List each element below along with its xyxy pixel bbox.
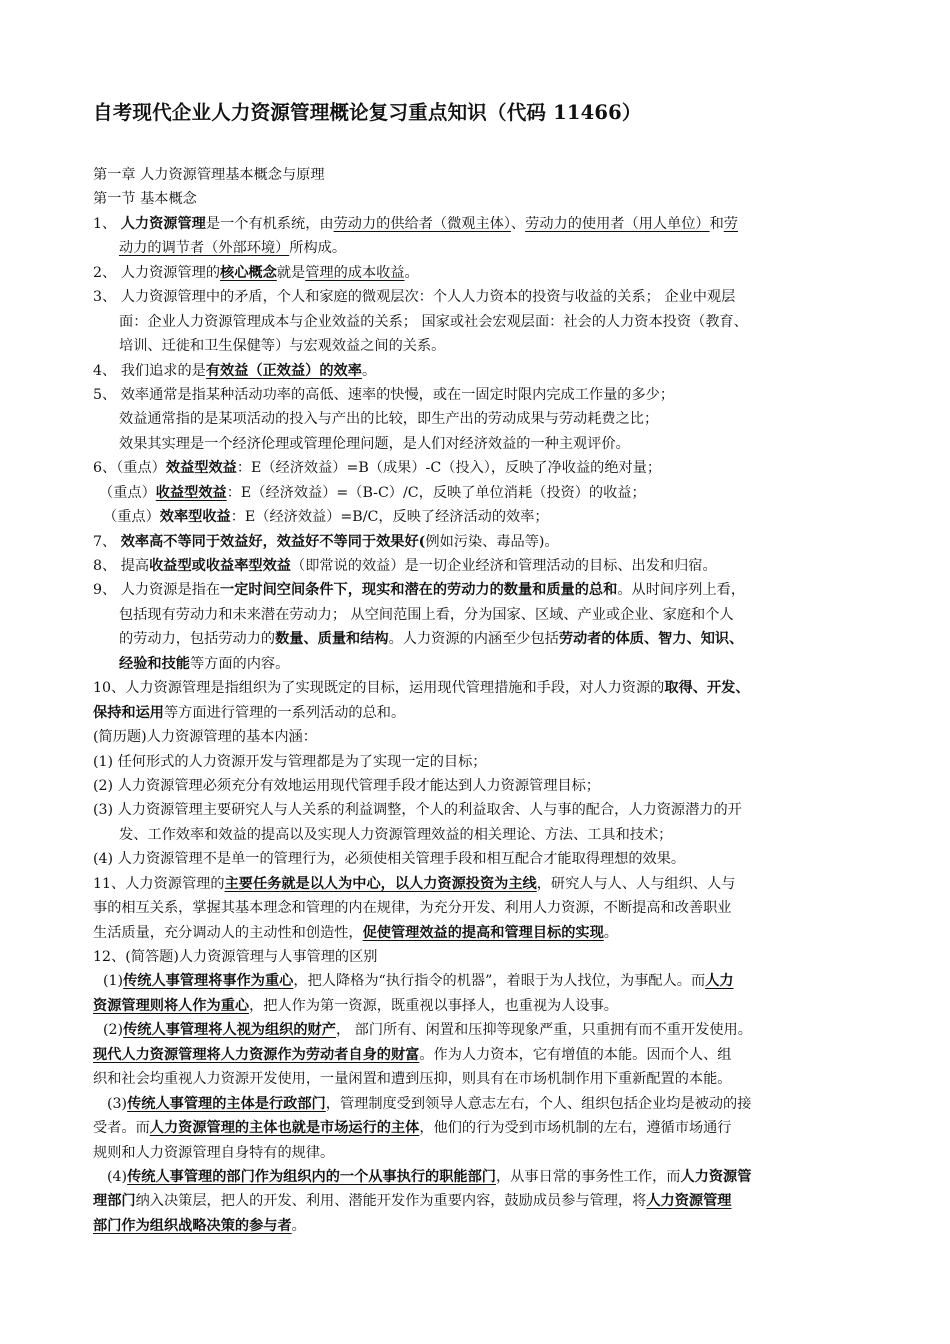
text-line <box>93 1189 875 1213</box>
emphasized-text: 经验和技能 <box>119 655 190 672</box>
emphasized-text: 效率高不等同于效益好，效益好不等同于效果好( <box>120 533 426 550</box>
text-line <box>93 1018 875 1042</box>
text-segment: 第一章 人力资源管理基本概念与原理 <box>93 167 325 183</box>
text-segment: 1、 <box>93 215 121 232</box>
text-line <box>93 1116 875 1140</box>
emphasized-text: 核心概念 <box>220 264 277 281</box>
emphasized-text: 促使管理效益的提高和管理目标的实现 <box>362 924 604 941</box>
text-segment: 例如污染、毒品等)。 <box>425 533 559 550</box>
text-segment: (4) <box>107 1168 128 1185</box>
text-segment: ，从事日常的事务性工作，而 <box>496 1168 681 1185</box>
emphasized-text: 主要任务就是以人为中心，以人力资源投资为主线 <box>224 875 537 892</box>
text-segment: 。从时间序列上看， <box>617 582 746 599</box>
text-segment: 等方面的内容。 <box>189 655 290 672</box>
emphasized-text: 效益型效益 <box>165 460 237 477</box>
text-segment: 受者。而 <box>93 1120 150 1137</box>
text-line <box>93 994 875 1018</box>
text-segment: （重点） <box>99 484 156 501</box>
text-segment: (1) 任何形式的人力资源开发与管理都是为了实现一定的目标； <box>93 753 487 770</box>
text-segment: 等方面进行管理的一系列活动的总和。 <box>163 704 406 721</box>
text-line <box>93 359 875 383</box>
emphasized-text: 收益型效益 <box>155 484 227 501</box>
text-line <box>93 505 875 529</box>
text-segment: 11、人力资源管理的 <box>93 875 225 892</box>
text-line <box>93 481 875 505</box>
emphasized-text: 保持和运用 <box>93 704 164 721</box>
text-segment: 。 <box>361 362 377 379</box>
emphasized-text: 有效益（正效益）的效率 <box>205 362 362 379</box>
text-line <box>93 1067 875 1091</box>
text-line <box>93 432 875 456</box>
text-line <box>93 921 875 945</box>
text-line <box>93 456 875 480</box>
document-body <box>93 163 875 1238</box>
text-segment: (2) 人力资源管理必须充分有效地运用现代管理手段才能达到人力资源管理目标； <box>93 777 600 794</box>
text-segment: 所构成。 <box>289 240 347 257</box>
text-segment: 3、 人力资源管理中的矛盾，个人和家庭的微观层次：个人人力资本的投资与收益的关系； 企业中观层 <box>93 289 736 306</box>
text-line <box>93 236 875 260</box>
text-line <box>93 310 875 334</box>
text-segment: 和 <box>709 215 724 232</box>
emphasized-text: 劳动力的供给者（微观主体） <box>333 215 511 232</box>
text-line <box>93 261 875 285</box>
text-segment: ，他们的行为受到市场机制的左右，遵循市场通行 <box>419 1120 732 1137</box>
text-line <box>93 701 875 725</box>
text-line <box>93 578 875 602</box>
text-segment: 是一个有机系统，由 <box>205 215 334 232</box>
document-title: 自考现代企业人力资源管理概论复习重点知识（代码 11466） <box>93 101 642 124</box>
text-segment: 就是 <box>276 264 306 281</box>
text-line <box>93 847 875 871</box>
text-line <box>93 1165 875 1189</box>
text-line <box>93 627 875 651</box>
text-segment: 效果其实理是一个经济伦理或管理伦理问题，是人们对经济效益的一种主观评价。 <box>119 435 630 452</box>
emphasized-text: 取得、开发、 <box>664 680 750 697</box>
emphasized-text: 资源管理则将人作为重心 <box>93 997 250 1014</box>
text-line <box>93 1214 875 1238</box>
text-line <box>93 603 875 627</box>
text-segment: 织和社会均重视人力资源开发使用，一量闲置和遭到压抑，则具有在市场机制作用下重新配置的本能。 <box>93 1071 732 1088</box>
text-line <box>93 652 875 676</box>
text-segment: ，把人作为第一资源，既重视以事择人，也重视为人设事。 <box>249 997 618 1014</box>
text-segment: 10、人力资源管理是指组织为了实现既定的目标，运用现代管理措施和手段，对人力资源的 <box>93 680 665 697</box>
emphasized-text: 理部门 <box>93 1193 136 1210</box>
emphasized-text: 传统人事管理的部门作为组织内的一个从事执行的职能部门 <box>127 1168 496 1185</box>
text-segment: 发、工作效率和效益的提高以及实现人力资源管理效益的相关理论、方法、工具和技术； <box>119 826 673 843</box>
text-line <box>93 896 875 920</box>
text-line <box>93 212 875 236</box>
text-segment: 的劳动力，包括劳动力的 <box>119 631 276 648</box>
text-segment: 。 <box>404 264 419 281</box>
text-segment: (2) <box>103 1022 124 1039</box>
text-line <box>93 187 875 211</box>
emphasized-text: 人力资源管 <box>680 1168 752 1185</box>
text-segment: 第一节 基本概念 <box>93 191 197 208</box>
text-segment: 规则和人力资源管理自身特有的规律。 <box>93 1144 335 1161</box>
emphasized-text: 传统人事管理将人视为组织的财产 <box>123 1022 336 1039</box>
text-segment: (简历题)人力资源管理的基本内涵： <box>93 729 317 746</box>
text-segment: (1) <box>103 973 124 990</box>
emphasized-text: 劳 <box>723 215 738 232</box>
text-segment: （重点） <box>103 509 160 526</box>
text-line <box>93 530 875 554</box>
emphasized-text: 管理的成本收益 <box>305 264 405 281</box>
text-segment: ，研究人与人、人与组织、人与 <box>536 875 736 892</box>
text-segment: （即常说的效益）是一切企业经济和管理活动的目标、出发和归宿。 <box>291 558 717 574</box>
text-line <box>93 945 875 969</box>
text-line <box>93 1043 875 1067</box>
text-line <box>93 407 875 431</box>
text-line <box>93 750 875 774</box>
text-segment: 培训、迁徙和卫生保健等）与宏观效益之间的关系。 <box>119 338 446 355</box>
text-segment: 、 <box>510 215 526 232</box>
emphasized-text: 收益型或收益率型效益 <box>149 558 291 574</box>
text-segment: 12、(简答题)人力资源管理与人事管理的区别 <box>93 949 378 965</box>
text-segment: 7、 <box>93 533 121 550</box>
text-segment: ，管理制度受到领导人意志左右，个人、组织包括企业均是被动的接 <box>325 1095 752 1112</box>
text-segment: 5、 效率通常是指某种活动功率的高低、速率的快慢，或在一固定时限内完成工作量的多少； <box>93 386 675 403</box>
text-segment: 。 <box>291 1217 306 1234</box>
emphasized-text: 人力资源管理 <box>646 1193 732 1210</box>
emphasized-text: 人力 <box>705 973 734 990</box>
emphasized-text: 传统人事管理的主体是行政部门 <box>127 1095 326 1112</box>
text-line <box>93 163 875 187</box>
text-segment: 包括现有劳动力和未来潜在劳动力； 从空间范围上看，分为国家、区域、产业或企业、家庭和个人 <box>119 606 734 623</box>
text-line <box>93 725 875 749</box>
emphasized-text: 人力资源管理 <box>120 215 206 232</box>
text-segment: 生活质量，充分调动人的主动性和创造性， <box>93 924 363 941</box>
emphasized-text: 一定时间空间条件下，现实和潜在的劳动力的数量和质量的总和 <box>220 582 618 599</box>
text-segment: 6、（重点） <box>93 460 166 477</box>
text-segment: ， 部门所有、闲置和压抑等现象严重，只重拥有而不重开发使用。 <box>335 1022 752 1039</box>
text-segment: 9、 人力资源是指在 <box>93 582 221 599</box>
text-line <box>93 1092 875 1116</box>
text-line <box>93 823 875 847</box>
text-line <box>93 1141 875 1165</box>
text-segment: 。 <box>603 924 618 941</box>
text-line <box>93 798 875 822</box>
emphasized-text: 劳动者的体质、智力、知识、 <box>558 631 744 648</box>
text-line <box>93 969 875 993</box>
text-segment: 。人力资源的内涵至少包括 <box>388 631 559 648</box>
text-segment: ：E（经济效益）=B/C，反映了经济活动的效率； <box>230 509 549 526</box>
text-line <box>93 774 875 798</box>
emphasized-text: 传统人事管理将事作为重心 <box>123 973 294 990</box>
text-line <box>93 554 875 578</box>
text-segment: 纳入决策层，把人的开发、利用、潜能开发作为重要内容，鼓励成员参与管理，将 <box>135 1193 647 1210</box>
text-line <box>93 334 875 358</box>
emphasized-text: 效率型收益 <box>159 509 231 526</box>
text-segment: ：E（经济效益）=（B-C）/C，反映了单位消耗（投资）的收益； <box>226 484 646 501</box>
emphasized-text: 数量、质量和结构 <box>275 631 389 648</box>
text-segment: 面：企业人力资源管理成本与企业效益的关系； 国家或社会宏观层面：社会的人力资本投资（教育、 <box>119 313 748 330</box>
text-line <box>93 872 875 896</box>
emphasized-text: 现代人力资源管理将人力资源作为劳动者自身的财富 <box>93 1046 420 1063</box>
emphasized-text: 动力的调节者（外部环境） <box>119 240 290 257</box>
text-line <box>93 285 875 309</box>
text-segment: 8、 提高 <box>93 558 150 574</box>
text-segment: ，把人降格为“执行指令的机器”，着眼于为人找位，为事配人。而 <box>293 973 706 990</box>
text-segment: ：E（经济效益）=B（成果）-C（投入），反映了净收益的绝对量； <box>236 460 662 477</box>
text-segment: 2、 人力资源管理的 <box>93 264 221 281</box>
text-line <box>93 676 875 700</box>
text-segment: 4、 我们追求的是 <box>93 362 206 379</box>
text-segment: (3) <box>107 1095 128 1112</box>
text-segment: (3) 人力资源管理主要研究人与人关系的利益调整，个人的利益取舍、人与事的配合，人力资源潜力的开 <box>93 802 742 819</box>
emphasized-text: 部门作为组织战略决策的参与者 <box>93 1217 292 1234</box>
text-segment: 。作为人力资本，它有增值的本能。因而个人、组 <box>419 1046 732 1063</box>
text-segment: 事的相互关系，掌握其基本理念和管理的内在规律，为充分开发、利用人力资源，不断提高和改善职业 <box>93 900 732 917</box>
text-line <box>93 383 875 407</box>
text-segment: (4) 人力资源管理不是单一的管理行为，必须使相关管理手段和相互配合才能取得理想的效果。 <box>93 851 686 868</box>
emphasized-text: 人力资源管理的主体也就是市场运行的主体 <box>149 1120 420 1137</box>
text-segment: 效益通常指的是某项活动的投入与产出的比较，即生产出的劳动成果与劳动耗费之比； <box>119 411 659 428</box>
emphasized-text: 劳动力的使用者（用人单位） <box>525 215 710 232</box>
